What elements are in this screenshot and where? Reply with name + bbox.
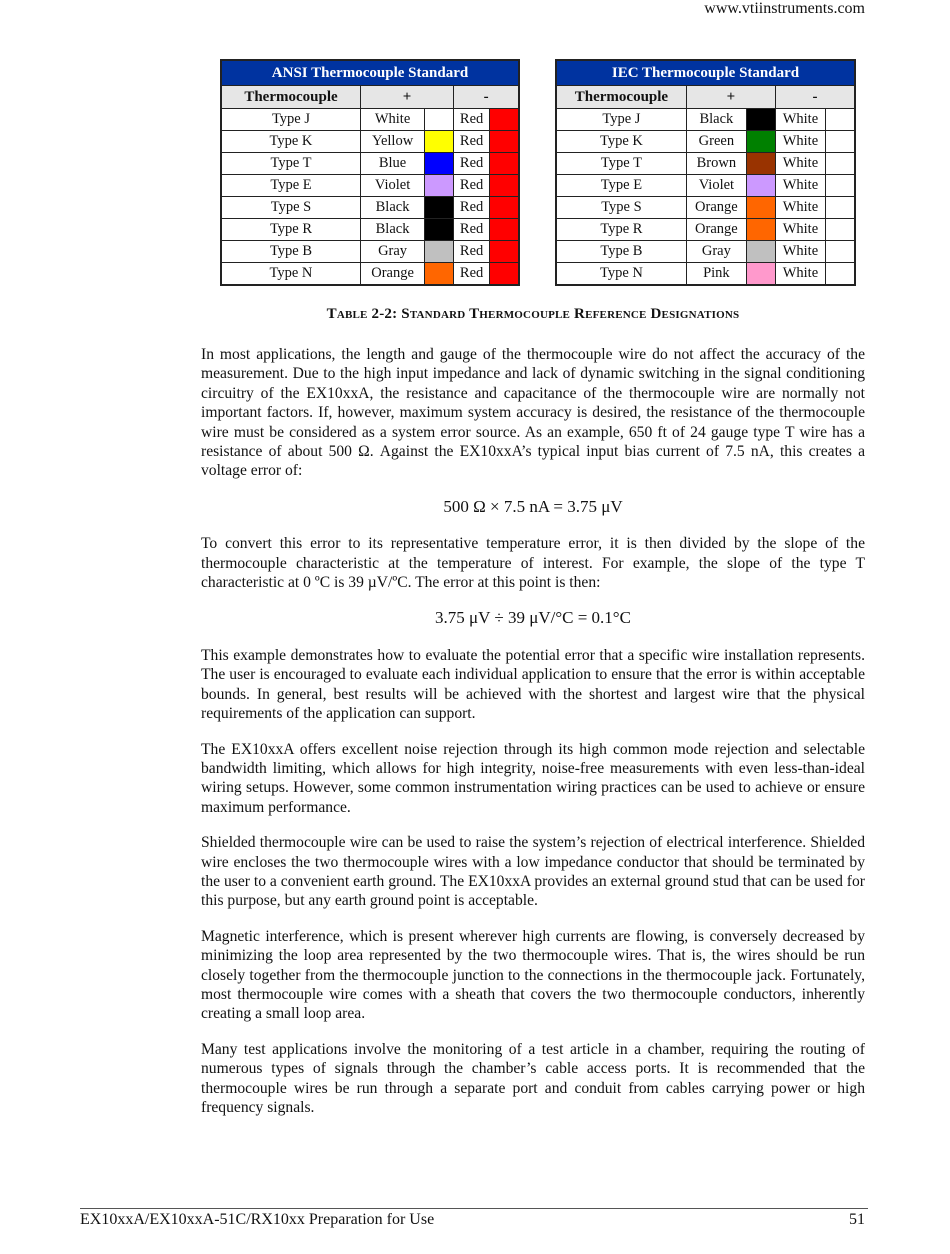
page-number: 51 (849, 1211, 865, 1228)
thermocouple-type-cell: Type N (556, 263, 686, 286)
ansi-row (221, 263, 519, 286)
negative-color-swatch (490, 131, 520, 153)
positive-color-name-cell: Black (360, 197, 424, 219)
negative-color-name-cell: White (775, 109, 825, 131)
positive-color-swatch (746, 175, 775, 197)
iec-row (556, 197, 855, 219)
iec-header-thermocouple: Thermocouple (556, 86, 686, 109)
negative-color-swatch (826, 175, 856, 197)
positive-color-name-cell: Orange (686, 219, 746, 241)
thermocouple-type-cell: Type N (221, 263, 360, 286)
paragraph: In most applications, the length and gauge of the thermocouple wire do not affect the accuracy of the measurement. Due to the high input impedance and lack of dynamic switching in the signal conditioning circuitry of the EX10xxA, the resistance and capacitance of the thermocouple wire are normally not important factors. If, however, maximum system accuracy is desired, the resistance of the thermocouple wire must be considered as a system error source. As an example, 650 ft of 24 gauge type T wire has a resistance of about 500 Ω. Against the EX10xxA’s typical input bias current of 7.5 nA, this creates a voltage error of: (201, 346, 865, 480)
negative-color-swatch (490, 263, 520, 286)
negative-color-swatch (826, 109, 856, 131)
paragraph: Many test applications involve the monitoring of a test article in a chamber, requiring the routing of numerous types of signals through the chamber’s cable access ports. It is recommended that the thermocouple wires be run through a separate port and conduit from cables carrying power or high frequency signals. (201, 1040, 865, 1116)
negative-color-swatch (490, 109, 520, 131)
positive-color-name-cell: Orange (360, 263, 424, 286)
negative-color-swatch (490, 153, 520, 175)
thermocouple-type-cell: Type J (556, 109, 686, 131)
positive-color-name-cell: Green (686, 131, 746, 153)
positive-color-swatch (425, 153, 454, 175)
negative-color-swatch (490, 175, 520, 197)
positive-color-swatch (746, 131, 775, 153)
positive-color-name-cell: Violet (360, 175, 424, 197)
ansi-table-title: ANSI Thermocouple Standard (221, 60, 519, 86)
iec-table-title: IEC Thermocouple Standard (556, 60, 855, 86)
positive-color-swatch (425, 197, 454, 219)
negative-color-swatch (490, 219, 520, 241)
thermocouple-type-cell: Type B (221, 241, 360, 263)
ansi-header-thermocouple: Thermocouple (221, 86, 360, 109)
footer-doc-title: EX10xxA/EX10xxA-51C/RX10xx Preparation for Use (80, 1211, 435, 1228)
positive-color-swatch (746, 263, 775, 286)
ansi-row (221, 241, 519, 263)
iec-row (556, 241, 855, 263)
positive-color-name-cell: Black (686, 109, 746, 131)
iec-table-body (556, 109, 855, 286)
negative-color-name-cell: White (775, 175, 825, 197)
thermocouple-type-cell: Type S (221, 197, 360, 219)
ansi-row (221, 153, 519, 175)
negative-color-name-cell: Red (454, 241, 490, 263)
negative-color-name-cell: White (775, 263, 825, 286)
positive-color-name-cell: Orange (686, 197, 746, 219)
ansi-row (221, 197, 519, 219)
positive-color-swatch (425, 219, 454, 241)
negative-color-swatch (826, 197, 856, 219)
ansi-table-body (221, 109, 519, 286)
thermocouple-type-cell: Type T (556, 153, 686, 175)
iec-header-negative: - (775, 86, 855, 109)
ansi-header-positive: + (360, 86, 453, 109)
ansi-row (221, 219, 519, 241)
negative-color-name-cell: White (775, 197, 825, 219)
positive-color-name-cell: Brown (686, 153, 746, 175)
negative-color-swatch (826, 241, 856, 263)
ansi-table (220, 59, 520, 286)
ansi-row (221, 131, 519, 153)
table-caption: Table 2-2: Standard Thermocouple Reference Designations (326, 306, 740, 322)
negative-color-name-cell: White (775, 219, 825, 241)
negative-color-name-cell: Red (454, 197, 490, 219)
negative-color-name-cell: White (775, 153, 825, 175)
positive-color-name-cell: Violet (686, 175, 746, 197)
paragraph: Shielded thermocouple wire can be used to raise the system’s rejection of electrical interference. Shielded wire encloses the two thermocouple wires with a low impedance conductor that should be terminated by the user to a convenient earth ground. The EX10xxA provides an external ground stud that can be used for this purpose, but any earth ground point is acceptable. (201, 834, 865, 910)
iec-row (556, 131, 855, 153)
negative-color-name-cell: Red (454, 175, 490, 197)
positive-color-swatch (746, 219, 775, 241)
thermocouple-type-cell: Type S (556, 197, 686, 219)
positive-color-swatch (425, 241, 454, 263)
thermocouple-type-cell: Type E (556, 175, 686, 197)
iec-header-positive: + (686, 86, 775, 109)
paragraph: Magnetic interference, which is present wherever high currents are flowing, is conversely decreased by minimizing the loop area represented by the two thermocouple wires. That is, the wires should be run closely together from the thermocouple junction to the connections in the thermocouple jack. Fortunately, most thermocouple wire comes with a sheath that covers the two thermocouple conductors, inherently creating a small loop area. (201, 927, 865, 1023)
positive-color-name-cell: Blue (360, 153, 424, 175)
paragraph: This example demonstrates how to evaluate the potential error that a specific wire installation represents. The user is encouraged to evaluate each individual application to ensure that the error is within acceptable bounds. In general, best results will be achieved with the shortest and largest wire that the physical requirements of the application can support. (201, 646, 865, 723)
header-url: www.vtiinstruments.com (704, 0, 865, 17)
positive-color-swatch (746, 153, 775, 175)
iec-row (556, 219, 855, 241)
positive-color-name-cell: Gray (360, 241, 424, 263)
negative-color-name-cell: Red (454, 153, 490, 175)
footer-divider (80, 1208, 868, 1209)
negative-color-swatch (826, 263, 856, 286)
positive-color-swatch (746, 109, 775, 131)
thermocouple-type-cell: Type B (556, 241, 686, 263)
ansi-header-negative: - (454, 86, 519, 109)
positive-color-name-cell: Yellow (360, 131, 424, 153)
iec-row (556, 263, 855, 286)
positive-color-swatch (425, 175, 454, 197)
iec-table (555, 59, 856, 286)
thermocouple-type-cell: Type T (221, 153, 360, 175)
positive-color-swatch (425, 109, 454, 131)
iec-row (556, 175, 855, 197)
thermocouple-type-cell: Type R (556, 219, 686, 241)
body-text (201, 345, 865, 1133)
positive-color-name-cell: Pink (686, 263, 746, 286)
thermocouple-type-cell: Type R (221, 219, 360, 241)
negative-color-swatch (826, 153, 856, 175)
negative-color-swatch (826, 219, 856, 241)
negative-color-swatch (490, 197, 520, 219)
equation-temperature-error: 3.75 μV ÷ 39 μV/°C = 0.1°C (435, 608, 631, 628)
negative-color-swatch (826, 131, 856, 153)
positive-color-name-cell: Black (360, 219, 424, 241)
paragraph: The EX10xxA offers excellent noise rejection through its high common mode rejection and selectable bandwidth limiting, which allows for high integrity, noise-free measurements with even less-than-ideal wiring setups. However, some common instrumentation wiring practices can be used to achieve or ensure maximum performance. (201, 740, 865, 816)
equation-voltage-error: 500 Ω × 7.5 nA = 3.75 μV (443, 496, 623, 516)
iec-row (556, 153, 855, 175)
negative-color-name-cell: Red (454, 131, 490, 153)
paragraph: To convert this error to its representative temperature error, it is then divided by the slope of the thermocouple characteristic at the temperature of interest. For example, the slope of the type T characteristic at 0 ºC is 39 µV/ºC. The error at this point is then: (201, 535, 865, 592)
positive-color-name-cell: White (360, 109, 424, 131)
thermocouple-type-cell: Type E (221, 175, 360, 197)
ansi-row (221, 175, 519, 197)
negative-color-name-cell: Red (454, 263, 490, 286)
positive-color-swatch (425, 131, 454, 153)
positive-color-swatch (746, 197, 775, 219)
negative-color-name-cell: Red (454, 109, 490, 131)
positive-color-swatch (425, 263, 454, 286)
negative-color-name-cell: White (775, 131, 825, 153)
negative-color-swatch (490, 241, 520, 263)
iec-row (556, 109, 855, 131)
negative-color-name-cell: Red (454, 219, 490, 241)
negative-color-name-cell: White (775, 241, 825, 263)
thermocouple-type-cell: Type K (556, 131, 686, 153)
thermocouple-type-cell: Type K (221, 131, 360, 153)
positive-color-name-cell: Gray (686, 241, 746, 263)
ansi-row (221, 109, 519, 131)
thermocouple-type-cell: Type J (221, 109, 360, 131)
positive-color-swatch (746, 241, 775, 263)
